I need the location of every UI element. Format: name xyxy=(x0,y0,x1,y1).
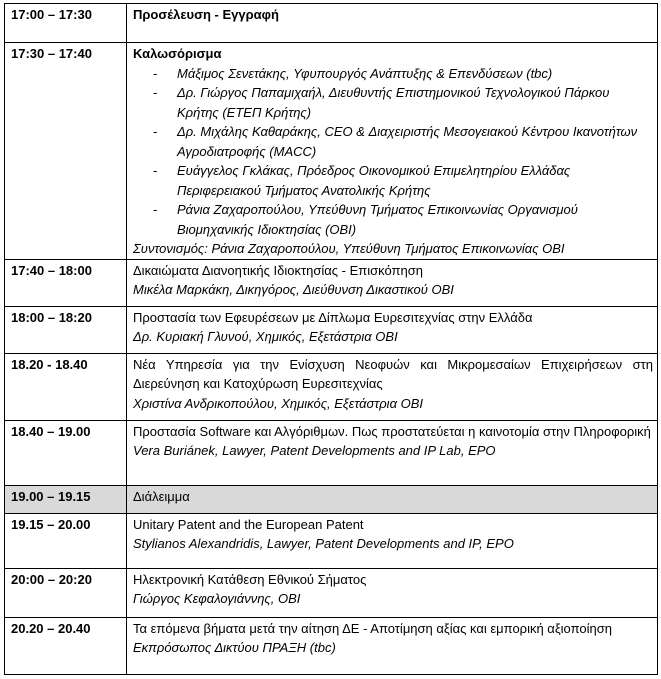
session-cell xyxy=(127,306,658,353)
dash-bullet: - xyxy=(153,65,158,81)
agenda-row xyxy=(5,420,658,485)
session-cell xyxy=(127,43,658,260)
session-title: Τα επόμενα βήματα μετά την αίτηση ΔΕ - Αποτίμηση αξίας και εμπορική αξιοποίηση xyxy=(133,620,612,636)
dash-bullet: - xyxy=(153,202,158,217)
agenda-row xyxy=(5,513,658,568)
dash-bullet: - xyxy=(153,85,158,100)
session-cell xyxy=(127,420,658,485)
time-slot: 20.20 – 20.40 xyxy=(5,617,127,674)
time-slot: 19.15 – 20.00 xyxy=(5,513,127,568)
session-title: Διάλειμμα xyxy=(127,485,658,513)
speaker-name: Δρ. Κυριακή Γλυνού, Χημικός, Εξετάστρια ΟΒΙ xyxy=(133,329,398,344)
session-title: Καλωσόρισμα xyxy=(133,46,222,61)
time-slot: 17:30 – 17:40 xyxy=(5,43,127,260)
dash-bullet: - xyxy=(153,124,158,139)
speaker-name: Χριστίνα Ανδρικοπούλου, Χημικός, Εξετάστρια ΟΒΙ xyxy=(133,395,423,411)
agenda-row xyxy=(5,568,658,617)
list-item xyxy=(153,161,653,200)
agenda-row xyxy=(5,306,658,353)
session-title: Προστασία των Εφευρέσεων με Δίπλωμα Ευρεσιτεχνίας στην Ελλάδα xyxy=(133,309,533,325)
speaker-text: Δρ. Μιχάλης Καθαράκης, CEO & Διαχειριστής Μεσογειακού Κέντρου Ικανοτήτων Αγροδιατροφής (MACC) xyxy=(177,124,638,159)
speaker-text: Ράνια Ζαχαροπούλου, Υπεύθυνη Τμήματος Επικοινωνίας Οργανισμού Βιομηχανικής Ιδιοκτησίας (ΟΒΙ) xyxy=(177,202,578,237)
session-cell xyxy=(127,568,658,617)
agenda-row xyxy=(5,4,658,43)
speaker-name: Stylianos Alexandridis, Lawyer, Patent Developments and IP, EPO xyxy=(133,536,514,551)
session-cell xyxy=(127,513,658,568)
speaker-name: Γιώργος Κεφαλογιάννης, ΟΒΙ xyxy=(133,591,301,606)
time-slot: 18.20 - 18.40 xyxy=(5,353,127,420)
dash-bullet: - xyxy=(153,163,158,178)
session-cell xyxy=(127,617,658,674)
speaker-text: Δρ. Γιώργος Παπαμιχαήλ, Διευθυντής Επιστημονικού Τεχνολογικού Πάρκου Κρήτης (ΕΤΕΠ Κρήτης) xyxy=(177,85,610,120)
session-title: Δικαιώματα Διανοητικής Ιδιοκτησίας - Επισκόπηση xyxy=(133,262,423,278)
time-slot: 19.00 – 19.15 xyxy=(5,485,127,513)
list-item xyxy=(153,64,653,84)
session-cell xyxy=(127,259,658,306)
moderator-note: Συντονισμός: Ράνια Ζαχαροπούλου, Υπεύθυνη Τμήματος Επικοινωνίας ΟΒΙ xyxy=(133,241,565,256)
session-title: Προστασία Software και Αλγόριθμων. Πως προστατεύεται η καινοτομία στην Πληροφορική xyxy=(133,423,651,439)
speaker-name: Εκπρόσωπος Δικτύου ΠΡΑΞΗ (tbc) xyxy=(133,640,336,655)
time-slot: 20:00 – 20:20 xyxy=(5,568,127,617)
speaker-name: Vera Buriánek, Lawyer, Patent Developments and IP Lab, EPO xyxy=(133,443,496,458)
time-slot: 18.40 – 19.00 xyxy=(5,420,127,485)
agenda-row xyxy=(5,617,658,674)
agenda-row xyxy=(5,43,658,260)
time-slot: 18:00 – 18:20 xyxy=(5,306,127,353)
speaker-text: Ευάγγελος Γκλάκας, Πρόεδρος Οικονομικού Επιμελητηρίου Ελλάδας Περιφερειακού Τμήματος Ανατολικής Κρήτης xyxy=(177,163,571,198)
session-cell xyxy=(127,353,658,420)
agenda-row xyxy=(5,485,658,513)
agenda-row xyxy=(5,353,658,420)
session-title: Unitary Patent and the European Patent xyxy=(133,516,364,532)
list-item xyxy=(153,122,653,161)
speaker-name: Μικέλα Μαρκάκη, Δικηγόρος, Διεύθυνση Δικαστικού ΟΒΙ xyxy=(133,282,454,297)
time-slot: 17:40 – 18:00 xyxy=(5,259,127,306)
speaker-text: Μάξιμος Σενετάκης, Υφυπουργός Ανάπτυξης & Επενδύσεων (tbc) xyxy=(177,65,553,81)
session-title: Ηλεκτρονική Κατάθεση Εθνικού Σήματος xyxy=(133,571,367,587)
agenda-table xyxy=(4,3,658,675)
agenda-row xyxy=(5,259,658,306)
time-slot: 17:00 – 17:30 xyxy=(5,4,127,43)
speaker-list xyxy=(133,64,653,240)
session-title: Προσέλευση - Εγγραφή xyxy=(127,4,658,43)
session-title: Νέα Υπηρεσία για την Ενίσχυση Νεοφυών και Μικρομεσαίων Επιχειρήσεων στη Διερεύνηση και Κατοχύρωση Ευρεσιτεχνίας xyxy=(133,356,653,391)
list-item xyxy=(153,200,653,239)
list-item xyxy=(153,83,653,122)
